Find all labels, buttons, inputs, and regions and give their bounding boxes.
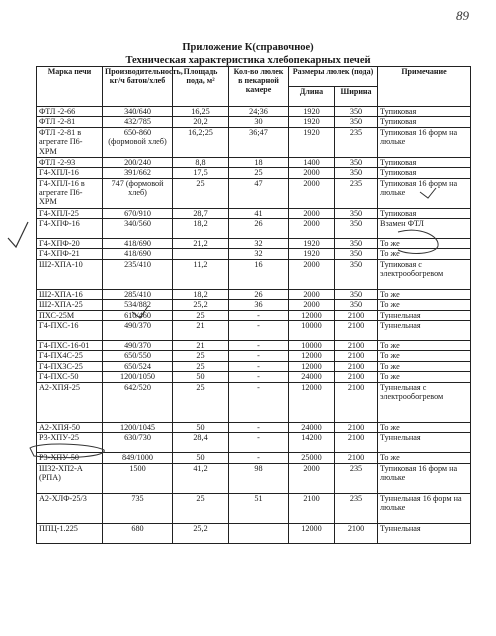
cell-width: 235 [335,127,378,157]
cell-prod: 1200/1045 [103,422,173,432]
cell-area: 25 [173,351,229,361]
table-row [37,168,471,178]
cell-width: 350 [335,107,378,117]
header-area: Площадь пода, м² [173,67,229,107]
cell-cradles: 24;36 [229,107,289,117]
cell-length: 2000 [289,168,335,178]
table-row [37,289,471,299]
cell-length: 1920 [289,107,335,117]
cell-area: 50 [173,372,229,382]
cell-prod: 391/662 [103,168,173,178]
cell-width: 2100 [335,321,378,341]
cell-marka: ФТЛ -2-93 [37,157,103,167]
table-row [37,361,471,371]
cell-length: 25000 [289,453,335,463]
cell-marka: Г4-ХПЛ-16 [37,168,103,178]
cell-marka: Ш2-ХПА-25 [37,300,103,310]
cell-width: 2100 [335,361,378,371]
cell-length: 12000 [289,523,335,543]
cell-prod: 650/524 [103,361,173,371]
cell-length: 1400 [289,157,335,167]
cell-length: 2100 [289,493,335,523]
cell-area: 11,2 [173,259,229,289]
cell-note: Туннельная [378,321,471,341]
header-sizes: Размеры люлек (пода) [289,67,378,87]
cell-length: 10000 [289,341,335,351]
cell-cradles: 36;47 [229,127,289,157]
cell-cradles: 32 [229,249,289,259]
cell-prod: 340/640 [103,107,173,117]
cell-marka: ПХС-25М [37,310,103,320]
cell-prod: 534/882 [103,300,173,310]
cell-note: Туннельная [378,310,471,320]
cell-note: То же [378,289,471,299]
cell-cradles: - [229,321,289,341]
cell-marka: Г4-ПХС-50 [37,372,103,382]
cell-length: 1920 [289,239,335,249]
cell-note: Тупиковая [378,157,471,167]
cell-width: 350 [335,157,378,167]
cell-prod: 235/410 [103,259,173,289]
cell-note: Тупиковая 16 форм на люльке [378,463,471,493]
cell-marka: Г4-ПХ3С-25 [37,361,103,371]
cell-cradles: - [229,382,289,422]
cell-marka: ФТЛ -2-81 в агрегате П6-ХРМ [37,127,103,157]
cell-length: 2000 [289,208,335,218]
table-body [37,107,471,544]
cell-note: Туннельная [378,433,471,453]
cell-width: 350 [335,219,378,239]
cell-width: 235 [335,493,378,523]
cell-prod: 490/370 [103,341,173,351]
cell-marka: Г4-ПХС-16-01 [37,341,103,351]
cell-cradles: 26 [229,219,289,239]
cell-length: 24000 [289,422,335,432]
table-row [37,372,471,382]
cell-prod: 747 (формовой хлеб) [103,178,173,208]
cell-cradles: 47 [229,178,289,208]
cell-marka: Р3-ХПУ-50 [37,453,103,463]
cell-length: 12000 [289,351,335,361]
cell-cradles: 41 [229,208,289,218]
cell-cradles: 26 [229,289,289,299]
cell-note: Туннельная с электрообогревом [378,382,471,422]
cell-area: 50 [173,453,229,463]
cell-prod: 340/560 [103,219,173,239]
cell-marka: Г4-ХПФ-20 [37,239,103,249]
cell-marka: Г4-ХПЛ-16 в агрегате П6-ХРМ [37,178,103,208]
cell-note: Туннельная 16 форм на люльке [378,493,471,523]
cell-area: 21,2 [173,239,229,249]
cell-width: 235 [335,178,378,208]
table-row [37,493,471,523]
table-row [37,422,471,432]
cell-note: Тупиковая [378,208,471,218]
cell-marka: Ш2-ХПА-10 [37,259,103,289]
cell-cradles: 25 [229,168,289,178]
cell-note: Тупиковая [378,107,471,117]
cell-note: То же [378,422,471,432]
cell-note: То же [378,300,471,310]
cell-cradles: 36 [229,300,289,310]
cell-marka: ППЦ-1.225 [37,523,103,543]
cell-area: 25 [173,310,229,320]
cell-length: 12000 [289,310,335,320]
cell-length: 2000 [289,463,335,493]
cell-width: 350 [335,300,378,310]
cell-prod: 630/730 [103,433,173,453]
cell-note: То же [378,361,471,371]
cell-prod: 650/550 [103,351,173,361]
cell-note: Тупиковая [378,117,471,127]
cell-area: 21 [173,321,229,341]
cell-cradles: 18 [229,157,289,167]
header-cradles: Кол-во люлек в пекарной камере [229,67,289,107]
cell-width: 350 [335,239,378,249]
cell-length: 1920 [289,249,335,259]
cell-area: 50 [173,422,229,432]
table-row [37,382,471,422]
cell-width: 2100 [335,351,378,361]
header-note: Примечание [378,67,471,107]
table-row [37,178,471,208]
cell-width: 350 [335,249,378,259]
cell-width: 2100 [335,523,378,543]
table-row [37,300,471,310]
cell-length: 2000 [289,259,335,289]
cell-cradles: 51 [229,493,289,523]
cell-area: 41,2 [173,463,229,493]
cell-cradles [229,523,289,543]
cell-cradles: - [229,422,289,432]
cell-area: 25 [173,361,229,371]
cell-cradles: - [229,433,289,453]
cell-area: 16,25 [173,107,229,117]
cell-prod: 1500 [103,463,173,493]
cell-width: 350 [335,208,378,218]
cell-marka: А2-ХПЯ-50 [37,422,103,432]
cell-note: То же [378,239,471,249]
cell-area: 25,2 [173,300,229,310]
table-row [37,259,471,289]
cell-note: Взамен ФТЛ [378,219,471,239]
cell-marka: А2-ХПЯ-25 [37,382,103,422]
cell-cradles: - [229,341,289,351]
cell-width: 2100 [335,453,378,463]
cell-prod: 670/910 [103,208,173,218]
cell-prod: 490/370 [103,321,173,341]
cell-cradles: 32 [229,239,289,249]
cell-cradles: 16 [229,259,289,289]
table-row [37,117,471,127]
cell-cradles: 30 [229,117,289,127]
table-row [37,463,471,493]
cell-length: 24000 [289,372,335,382]
cell-area: 16,2;25 [173,127,229,157]
header-length: Длина [289,87,335,107]
cell-length: 12000 [289,382,335,422]
cell-prod: 642/520 [103,382,173,422]
table-row [37,157,471,167]
cell-note: Тупиковая 16 форм на люльке [378,178,471,208]
cell-width: 2100 [335,433,378,453]
cell-area: 25,2 [173,523,229,543]
cell-area: 18,2 [173,289,229,299]
cell-note: То же [378,341,471,351]
cell-area: 25 [173,493,229,523]
cell-area [173,249,229,259]
cell-cradles: - [229,310,289,320]
cell-note: То же [378,351,471,361]
cell-width: 350 [335,117,378,127]
cell-marka: Г4-ХПФ-16 [37,219,103,239]
cell-marka: Ш32-ХП2-А (РПА) [37,463,103,493]
cell-note: Туннельная [378,523,471,543]
cell-area: 21 [173,341,229,351]
cell-length: 2000 [289,178,335,208]
table-title: Техническая характеристика хлебопекарных печей [125,55,371,66]
header-width: Ширина [335,87,378,107]
table-row [37,310,471,320]
cell-width: 2100 [335,341,378,351]
cell-length: 1920 [289,127,335,157]
cell-width: 235 [335,463,378,493]
cell-marka: Ш2-ХПА-16 [37,289,103,299]
cell-width: 2100 [335,382,378,422]
cell-marka: Г4-ПХ4С-25 [37,351,103,361]
cell-prod: 849/1000 [103,453,173,463]
cell-note: Тупиковая 16 форм на люльке [378,127,471,157]
cell-note: Тупиковая с электрообогревом [378,259,471,289]
appendix-title: Приложение К(справочное) [182,42,314,53]
cell-prod: 680 [103,523,173,543]
cell-area: 20,2 [173,117,229,127]
cell-marka: А2-ХЛФ-25/3 [37,493,103,523]
cell-prod: 735 [103,493,173,523]
cell-length: 14200 [289,433,335,453]
table-row [37,523,471,543]
table-row [37,351,471,361]
cell-length: 10000 [289,321,335,341]
cell-width: 350 [335,259,378,289]
header-marka: Марка печи [37,67,103,107]
cell-prod: 418/690 [103,239,173,249]
cell-area: 8,8 [173,157,229,167]
cell-area: 28,4 [173,433,229,453]
cell-area: 25 [173,382,229,422]
cell-cradles: - [229,372,289,382]
cell-prod: 650-860 (формовой хлеб) [103,127,173,157]
cell-width: 2100 [335,422,378,432]
cell-length: 2000 [289,289,335,299]
cell-length: 2000 [289,219,335,239]
cell-area: 25 [173,178,229,208]
table-row [37,433,471,453]
table-row [37,208,471,218]
cell-width: 350 [335,289,378,299]
cell-prod: 285/410 [103,289,173,299]
cell-length: 1920 [289,117,335,127]
cell-prod: 418/690 [103,249,173,259]
cell-marka: ФТЛ -2-66 [37,107,103,117]
cell-marka: ФТЛ -2-81 [37,117,103,127]
cell-note: То же [378,372,471,382]
table-row [37,239,471,249]
table-row [37,321,471,341]
table-row [37,127,471,157]
cell-note: Тупиковая [378,168,471,178]
cell-cradles: - [229,453,289,463]
cell-length: 12000 [289,361,335,371]
cell-marka: Г4-ХПФ-21 [37,249,103,259]
cell-cradles: - [229,361,289,371]
cell-width: 350 [335,168,378,178]
cell-marka: Р3-ХПУ-25 [37,433,103,453]
check-mark [8,222,28,247]
cell-prod: 1200/1050 [103,372,173,382]
table-row [37,341,471,351]
cell-prod: 200/240 [103,157,173,167]
cell-note: То же [378,453,471,463]
table-row [37,219,471,239]
cell-prod: 610/460 [103,310,173,320]
ovens-table [36,66,471,544]
cell-prod: 432/785 [103,117,173,127]
table-row [37,453,471,463]
cell-area: 28,7 [173,208,229,218]
cell-cradles: - [229,351,289,361]
cell-area: 17,5 [173,168,229,178]
cell-note: То же [378,249,471,259]
cell-width: 2100 [335,310,378,320]
cell-length: 2000 [289,300,335,310]
header-productivity: Производительность, кг/ч батон/хлеб [103,67,173,107]
cell-area: 18,2 [173,219,229,239]
page-number: 89 [456,8,469,23]
table-row [37,107,471,117]
cell-marka: Г4-ХПЛ-25 [37,208,103,218]
cell-width: 2100 [335,372,378,382]
cell-marka: Г4-ПХС-16 [37,321,103,341]
cell-cradles: 98 [229,463,289,493]
table-row [37,249,471,259]
